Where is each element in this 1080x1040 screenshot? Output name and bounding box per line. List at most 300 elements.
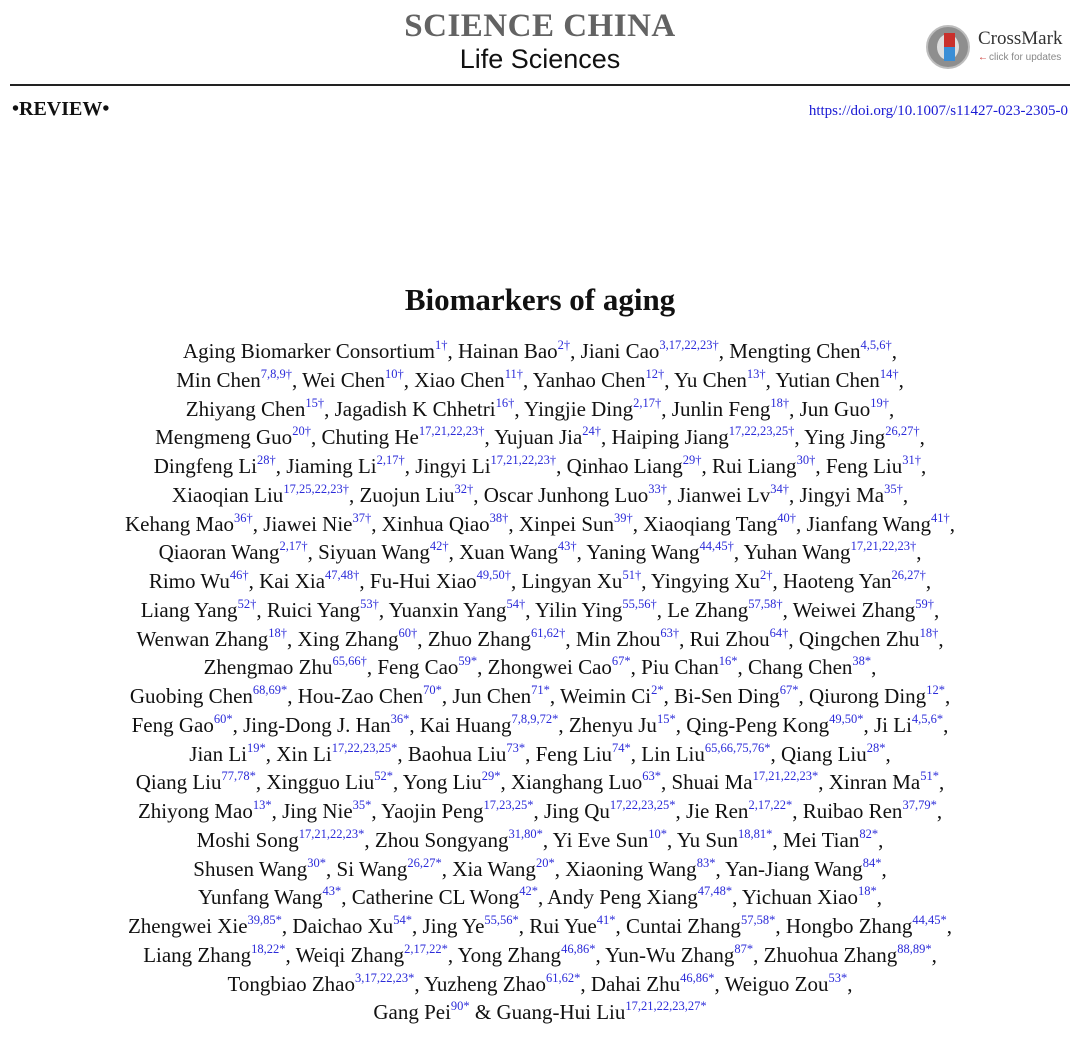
author-separator: ,: [938, 626, 944, 651]
author-name: Feng Liu: [535, 741, 613, 766]
author-separator: ,: [925, 569, 932, 593]
author-separator: ,: [615, 914, 627, 938]
author-separator: ,: [630, 741, 642, 766]
author-separator: ,: [518, 914, 530, 938]
affiliation-marker[interactable]: 55,56†: [622, 596, 657, 611]
author-line: [40, 366, 1040, 395]
author-separator: ,: [511, 569, 522, 593]
author-separator: ,: [447, 339, 458, 363]
affiliation-marker[interactable]: 35†: [884, 481, 903, 496]
affiliation-marker[interactable]: 37,79*: [902, 798, 937, 812]
author-name: Yuanxin Yang: [388, 597, 507, 622]
author-separator: ,: [556, 454, 567, 478]
author-name: Yan-Jiang Wang: [725, 856, 863, 881]
author-separator: ,: [409, 712, 420, 737]
author-name: Xin Li: [276, 741, 332, 766]
author-name: Kai Huang: [419, 712, 512, 737]
affiliation-marker[interactable]: 65,66†: [332, 654, 367, 669]
affiliation-marker[interactable]: 17,22,23,25*: [609, 798, 676, 812]
author-separator: ,: [660, 770, 672, 795]
affiliation-marker[interactable]: 17,25,22,23†: [283, 481, 349, 496]
author-separator: ,: [902, 482, 909, 507]
affiliation-marker[interactable]: 17,21,22,23†: [490, 453, 557, 467]
author-name: Zhenyu Ju: [568, 712, 657, 737]
author-name: Xiaoqiang Tang: [643, 511, 778, 536]
affiliation-marker[interactable]: 18*: [857, 884, 877, 899]
affiliation-marker[interactable]: 2,17,22*: [748, 798, 793, 812]
author-name: Oscar Junhong Luo: [483, 482, 649, 507]
author-separator: ,: [441, 856, 453, 881]
author-name: Hou-Zao Chen: [297, 684, 424, 708]
author-line: [40, 423, 1040, 452]
author-name: Yunfang Wang: [198, 885, 323, 910]
affiliation-marker[interactable]: 53†: [360, 596, 379, 611]
affiliation-marker[interactable]: 64†: [769, 625, 789, 640]
author-separator: ,: [701, 454, 712, 478]
author-name: Yong Zhang: [457, 942, 562, 967]
author-separator: ,: [714, 971, 725, 996]
author-separator: ,: [371, 511, 382, 536]
author-line: [40, 740, 1040, 769]
affiliation-marker[interactable]: 32†: [454, 481, 474, 496]
author-separator: ,: [448, 540, 460, 565]
affiliation-marker[interactable]: 44,45*: [912, 913, 947, 927]
author-name: Mengmeng Guo: [155, 425, 293, 450]
affiliation-marker[interactable]: 29†: [682, 453, 702, 467]
author-line: [40, 912, 1040, 941]
affiliation-marker[interactable]: 31†: [902, 453, 921, 467]
author-name: Jiaming Li: [286, 454, 377, 478]
affiliation-marker[interactable]: 59†: [915, 596, 935, 611]
affiliation-marker[interactable]: 54†: [506, 596, 526, 611]
affiliation-marker[interactable]: 17,21,22,23†: [850, 539, 917, 554]
affiliation-marker[interactable]: 2,17†: [376, 453, 405, 467]
affiliation-marker[interactable]: 42*: [519, 884, 538, 899]
affiliation-marker[interactable]: 18,22*: [251, 941, 286, 956]
affiliation-marker[interactable]: 60*: [213, 711, 233, 726]
affiliation-marker[interactable]: 57,58*: [740, 913, 776, 927]
author-separator: ,: [364, 827, 375, 852]
affiliation-marker[interactable]: 73*: [506, 740, 526, 755]
author-name: Haiping Jiang: [611, 425, 729, 450]
author-name: Mei Tian: [782, 827, 860, 852]
author-name: Rui Zhou: [689, 626, 770, 651]
author-name: Dingfeng Li: [153, 454, 257, 478]
affiliation-marker[interactable]: 41†: [931, 510, 950, 525]
author-name: Tongbiao Zhao: [227, 971, 355, 996]
author-separator: ,: [537, 885, 548, 910]
affiliation-marker[interactable]: 18†: [919, 625, 939, 640]
author-separator: ,: [595, 942, 606, 967]
affiliation-marker[interactable]: 16†: [495, 395, 515, 410]
author-separator: ,: [679, 626, 690, 651]
author-separator: ,: [558, 712, 569, 737]
affiliation-marker[interactable]: 28†: [256, 453, 276, 467]
author-name: Xiaoqian Liu: [171, 482, 284, 507]
author-separator: ,: [281, 914, 293, 938]
affiliation-marker[interactable]: 46,86*: [680, 970, 715, 985]
author-name: Rui Liang: [711, 454, 797, 478]
author-line: [40, 682, 1040, 711]
author-separator: ,: [663, 684, 675, 708]
affiliation-marker[interactable]: 46,86*: [561, 941, 596, 956]
author-separator: ,: [397, 741, 408, 766]
author-name: Yong Liu: [402, 770, 482, 795]
author-separator: ,: [576, 540, 587, 565]
affiliation-marker[interactable]: 20†: [292, 424, 311, 439]
author-separator: ,: [878, 827, 884, 852]
affiliation-marker[interactable]: 36*: [390, 711, 410, 726]
affiliation-marker[interactable]: 12*: [926, 683, 945, 697]
affiliation-marker[interactable]: 16*: [718, 654, 738, 669]
author-separator: ,: [770, 741, 781, 766]
affiliation-marker[interactable]: 46†: [229, 568, 249, 582]
journal-name: SCIENCE CHINA: [404, 8, 676, 44]
affiliation-marker[interactable]: 19†: [870, 395, 889, 410]
author-separator: ,: [533, 799, 544, 823]
author-separator: ,: [580, 971, 591, 996]
affiliation-marker[interactable]: 2,17†: [633, 395, 662, 410]
author-separator: ,: [630, 655, 642, 680]
affiliation-marker[interactable]: 10*: [648, 826, 667, 841]
author-separator: ,: [876, 885, 882, 910]
author-name: Lingyan Xu: [521, 569, 623, 593]
author-separator: ,: [641, 569, 651, 593]
author-name: Xinpei Sun: [518, 511, 615, 536]
affiliation-marker[interactable]: 17,21,22,23,27*: [625, 999, 707, 1014]
author-name: Weimin Ci: [560, 684, 652, 708]
affiliation-marker[interactable]: 55,56*: [484, 913, 519, 927]
author-name: Yilin Ying: [535, 597, 623, 622]
author-separator: ,: [847, 971, 853, 996]
affiliation-marker[interactable]: 59*: [458, 654, 478, 669]
author-name: Zhengmao Zhu: [203, 655, 333, 680]
author-separator: ,: [307, 540, 319, 565]
affiliation-marker[interactable]: 63†: [660, 625, 680, 640]
affiliation-marker[interactable]: 41*: [596, 913, 616, 927]
affiliation-marker[interactable]: 28*: [866, 740, 886, 755]
affiliation-marker[interactable]: 10†: [385, 366, 404, 381]
affiliation-marker[interactable]: 1†: [434, 338, 448, 352]
author-separator: ,: [287, 684, 298, 708]
author-name: Daichao Xu: [292, 914, 394, 938]
author-separator: ,: [285, 942, 296, 967]
author-line: [40, 883, 1040, 912]
author-name: Min Zhou: [575, 626, 661, 651]
author-separator: ,: [393, 770, 403, 795]
author-name: Yaning Wang: [586, 540, 700, 565]
affiliation-marker[interactable]: 17,22,23,25*: [331, 740, 398, 755]
affiliation-marker[interactable]: 19*: [247, 740, 266, 755]
author-line: [40, 653, 1040, 682]
author-name: Rimo Wu: [148, 569, 230, 593]
author-name: Yuhan Wang: [743, 540, 851, 565]
author-name: Wenwan Zhang: [136, 626, 269, 651]
author-name: Xiao Chen: [414, 367, 505, 392]
author-name: Cuntai Zhang: [626, 914, 741, 938]
author-name: Zhengwei Xie: [127, 914, 248, 938]
affiliation-marker[interactable]: 52*: [374, 769, 394, 784]
affiliation-marker[interactable]: 74*: [612, 740, 631, 755]
author-separator: ,: [554, 856, 566, 881]
author-separator: ,: [473, 482, 484, 507]
affiliation-marker[interactable]: 2,17,22*: [404, 941, 448, 956]
affiliation-marker[interactable]: 90*: [450, 999, 470, 1014]
author-separator: ,: [522, 367, 533, 392]
author-line: [40, 970, 1040, 999]
affiliation-marker[interactable]: 36†: [234, 510, 253, 525]
author-name: Qiaoran Wang: [158, 540, 280, 565]
affiliation-marker[interactable]: 68,69*: [252, 683, 288, 697]
author-separator: ,: [310, 425, 322, 450]
affiliation-marker[interactable]: 57,58†: [748, 596, 783, 611]
affiliation-marker[interactable]: 15*: [656, 711, 676, 726]
author-separator: ,: [667, 482, 678, 507]
author-separator: ,: [794, 425, 805, 450]
author-name: Yichuan Xiao: [741, 885, 858, 910]
author-line: [40, 337, 1040, 366]
affiliation-marker[interactable]: 35*: [352, 798, 372, 812]
author-name: Kai Xia: [259, 569, 326, 593]
author-separator: ,: [931, 942, 937, 967]
journal-subtitle: Life Sciences: [459, 44, 621, 74]
affiliation-marker[interactable]: 44,45†: [699, 539, 734, 554]
author-name: Zuojun Liu: [359, 482, 455, 507]
affiliation-marker[interactable]: 30*: [307, 855, 327, 870]
author-name: Mengting Chen: [729, 339, 861, 363]
author-separator: ,: [916, 540, 922, 565]
affiliation-marker[interactable]: 18†: [268, 625, 288, 640]
author-separator: ,: [782, 597, 793, 622]
affiliation-marker[interactable]: 3,17,22,23†: [659, 338, 719, 352]
author-separator: ,: [881, 856, 887, 881]
author-separator: ,: [324, 396, 335, 421]
affiliation-marker[interactable]: 18,81*: [738, 826, 773, 841]
author-separator: ,: [271, 799, 283, 823]
author-name: Jun Guo: [799, 396, 871, 421]
author-name: Chang Chen: [748, 655, 853, 680]
affiliation-marker[interactable]: 17,23,25*: [483, 798, 534, 812]
author-name: Xinhua Qiao: [381, 511, 490, 536]
author-line: [40, 797, 1040, 826]
author-separator: ,: [403, 367, 415, 392]
author-name: Feng Gao: [131, 712, 214, 737]
article-title: Biomarkers of aging: [404, 282, 676, 317]
affiliation-marker[interactable]: 14†: [879, 366, 899, 381]
affiliation-marker[interactable]: 12†: [645, 366, 665, 381]
affiliation-marker[interactable]: 83*: [696, 855, 716, 870]
affiliation-marker[interactable]: 84*: [862, 855, 882, 870]
affiliation-marker[interactable]: 88,89*: [897, 941, 932, 956]
author-separator: ,: [936, 799, 943, 823]
author-name: Jagadish K Chhetri: [334, 396, 496, 421]
author-separator: ,: [715, 856, 726, 881]
author-list: [40, 337, 1040, 1027]
affiliation-marker[interactable]: 71*: [531, 683, 550, 697]
affiliation-marker[interactable]: 15†: [305, 395, 325, 410]
affiliation-marker[interactable]: 54*: [393, 913, 413, 927]
affiliation-marker[interactable]: 2,17†: [279, 539, 308, 554]
author-name: Weiguo Zou: [724, 971, 829, 996]
affiliation-marker[interactable]: 47,48*: [697, 884, 733, 899]
author-line: [40, 596, 1040, 625]
affiliation-marker[interactable]: 39†: [614, 510, 633, 525]
affiliation-marker[interactable]: 18†: [770, 395, 790, 410]
affiliation-marker[interactable]: 4,5,6†: [860, 338, 892, 352]
author-name: Zhongwei Cao: [487, 655, 612, 680]
affiliation-marker[interactable]: 2†: [760, 568, 773, 582]
crossmark-title: CrossMark: [978, 28, 1063, 49]
affiliation-marker[interactable]: 65,66,75,76*: [704, 740, 771, 755]
author-name: Zhou Songyang: [374, 827, 509, 852]
affiliation-marker[interactable]: 17,21,22,23*: [298, 826, 365, 841]
affiliation-marker[interactable]: 17,21,22,23†: [418, 424, 485, 439]
author-name: Feng Liu: [825, 454, 903, 478]
affiliation-marker[interactable]: 87*: [734, 941, 754, 956]
author-separator: ,: [863, 712, 874, 737]
affiliation-marker[interactable]: 3,17,22,23*: [354, 970, 415, 985]
author-name: Qiurong Ding: [808, 684, 927, 708]
author-name: Yaojin Peng: [381, 799, 484, 823]
affiliation-marker[interactable]: 43†: [557, 539, 577, 554]
author-line: [40, 826, 1040, 855]
author-name: Yi Eve Sun: [552, 827, 649, 852]
affiliation-marker[interactable]: 31,80*: [508, 826, 543, 841]
affiliation-marker[interactable]: 37†: [352, 510, 372, 525]
author-separator: ,: [943, 712, 949, 737]
affiliation-marker[interactable]: 17,22,23,25†: [728, 424, 795, 439]
author-separator: ,: [477, 655, 488, 680]
affiliation-marker[interactable]: 43*: [322, 884, 342, 899]
author-name: Weiqi Zhang: [295, 942, 405, 967]
affiliation-marker[interactable]: 17,21,22,23*: [752, 769, 819, 784]
affiliation-marker[interactable]: 53*: [828, 970, 848, 985]
author-name: Yutian Chen: [775, 367, 880, 392]
author-name: Jing Qu: [543, 799, 610, 823]
author-name: Andy Peng Xiang: [547, 885, 698, 910]
affiliation-marker[interactable]: 29*: [481, 769, 501, 784]
affiliation-marker[interactable]: 39,85*: [247, 913, 282, 927]
author-line: [40, 538, 1040, 567]
author-name: Wei Chen: [302, 367, 386, 392]
author-separator: ,: [891, 339, 898, 363]
affiliation-marker[interactable]: 2*: [651, 683, 664, 697]
affiliation-marker[interactable]: 51†: [622, 568, 642, 582]
author-separator: ,: [772, 827, 783, 852]
author-separator: ,: [753, 942, 764, 967]
author-name: Jianwei Lv: [677, 482, 771, 507]
affiliation-marker[interactable]: 13*: [252, 798, 272, 812]
author-name: Jun Chen: [452, 684, 532, 708]
affiliation-marker[interactable]: 24†: [582, 424, 602, 439]
author-name: Guang-Hui Liu: [496, 1000, 626, 1025]
affiliation-marker[interactable]: 26,27†: [891, 568, 926, 582]
author-name: Qiang Liu: [135, 770, 222, 795]
author-separator: ,: [441, 684, 453, 708]
affiliation-marker[interactable]: 4,5,6*: [911, 711, 944, 726]
affiliation-marker[interactable]: 33†: [648, 481, 667, 496]
author-name: Qiang Liu: [781, 741, 867, 766]
affiliation-marker[interactable]: 26,27†: [885, 424, 920, 439]
doi-link[interactable]: https://doi.org/10.1007/s11427-023-2305-0: [808, 103, 1068, 119]
author-name: Hongbo Zhang: [785, 914, 913, 938]
affiliation-marker[interactable]: 11†: [504, 366, 523, 381]
affiliation-marker[interactable]: 67*: [611, 654, 631, 669]
affiliation-marker[interactable]: 38†: [489, 510, 509, 525]
author-name: Xinran Ma: [828, 770, 921, 795]
author-separator: ,: [775, 914, 786, 938]
affiliation-marker[interactable]: 49,50†: [476, 568, 512, 582]
affiliation-marker[interactable]: 63*: [642, 769, 661, 784]
author-separator: ,: [919, 425, 925, 450]
author-line: [40, 395, 1040, 424]
author-separator: ,: [404, 454, 416, 478]
author-name: Le Zhang: [667, 597, 749, 622]
affiliation-marker[interactable]: 67*: [779, 683, 799, 697]
author-separator: ,: [255, 770, 267, 795]
author-name: Hainan Bao: [457, 339, 558, 363]
crossmark-subtitle: ←click for updates: [978, 52, 1062, 63]
affiliation-marker[interactable]: 51*: [920, 769, 939, 784]
author-name: Junlin Feng: [671, 396, 771, 421]
author-separator: ,: [796, 511, 807, 536]
author-separator: ,: [664, 367, 674, 392]
author-separator: ,: [733, 540, 744, 565]
affiliation-marker[interactable]: 26,27*: [407, 855, 442, 870]
author-name: Yingying Xu: [650, 569, 761, 593]
author-name: Ruibao Ren: [802, 799, 903, 823]
affiliation-marker[interactable]: 77,78*: [221, 769, 256, 784]
affiliation-marker[interactable]: 49,50*: [829, 711, 864, 726]
author-line: [40, 855, 1040, 884]
author-name: Xingguo Liu: [266, 770, 375, 795]
affiliation-marker[interactable]: 13†: [746, 366, 766, 381]
author-line: [40, 452, 1040, 481]
affiliation-marker[interactable]: 70*: [423, 683, 442, 697]
author-separator: ,: [525, 741, 536, 766]
author-separator: ,: [508, 511, 519, 536]
affiliation-marker[interactable]: 38*: [852, 654, 872, 669]
author-name: Qingchen Zhu: [798, 626, 920, 651]
author-name: Rui Yue: [529, 914, 597, 938]
author-separator: ,: [888, 396, 895, 421]
affiliation-marker[interactable]: 60†: [398, 625, 418, 640]
affiliation-marker[interactable]: 34†: [770, 481, 789, 496]
author-separator: ,: [656, 597, 668, 622]
affiliation-marker[interactable]: 40†: [777, 510, 797, 525]
author-separator: ,: [675, 712, 687, 737]
author-separator: ,: [788, 626, 799, 651]
author-separator: ,: [275, 454, 287, 478]
author-name: Min Chen: [176, 367, 261, 392]
affiliation-marker[interactable]: 61,62*: [545, 970, 581, 985]
affiliation-marker[interactable]: 2†: [557, 338, 571, 352]
affiliation-marker[interactable]: 7,8,9†: [260, 366, 293, 381]
affiliation-marker[interactable]: 20*: [535, 855, 555, 870]
affiliation-marker[interactable]: 30†: [796, 453, 816, 467]
author-name: Ying Jing: [804, 425, 886, 450]
affiliation-marker[interactable]: 52†: [237, 596, 257, 611]
affiliation-marker[interactable]: 47,48†: [325, 568, 360, 582]
affiliation-marker[interactable]: 82*: [859, 826, 879, 841]
author-name: Dahai Zhu: [590, 971, 681, 996]
crossmark-badge[interactable]: [926, 24, 1076, 72]
affiliation-marker[interactable]: 7,8,9,72*: [511, 711, 559, 726]
author-name: Feng Cao: [377, 655, 459, 680]
author-separator: ,: [885, 741, 891, 766]
affiliation-marker[interactable]: 42†: [429, 539, 449, 554]
affiliation-marker[interactable]: 61,62†: [530, 625, 566, 640]
